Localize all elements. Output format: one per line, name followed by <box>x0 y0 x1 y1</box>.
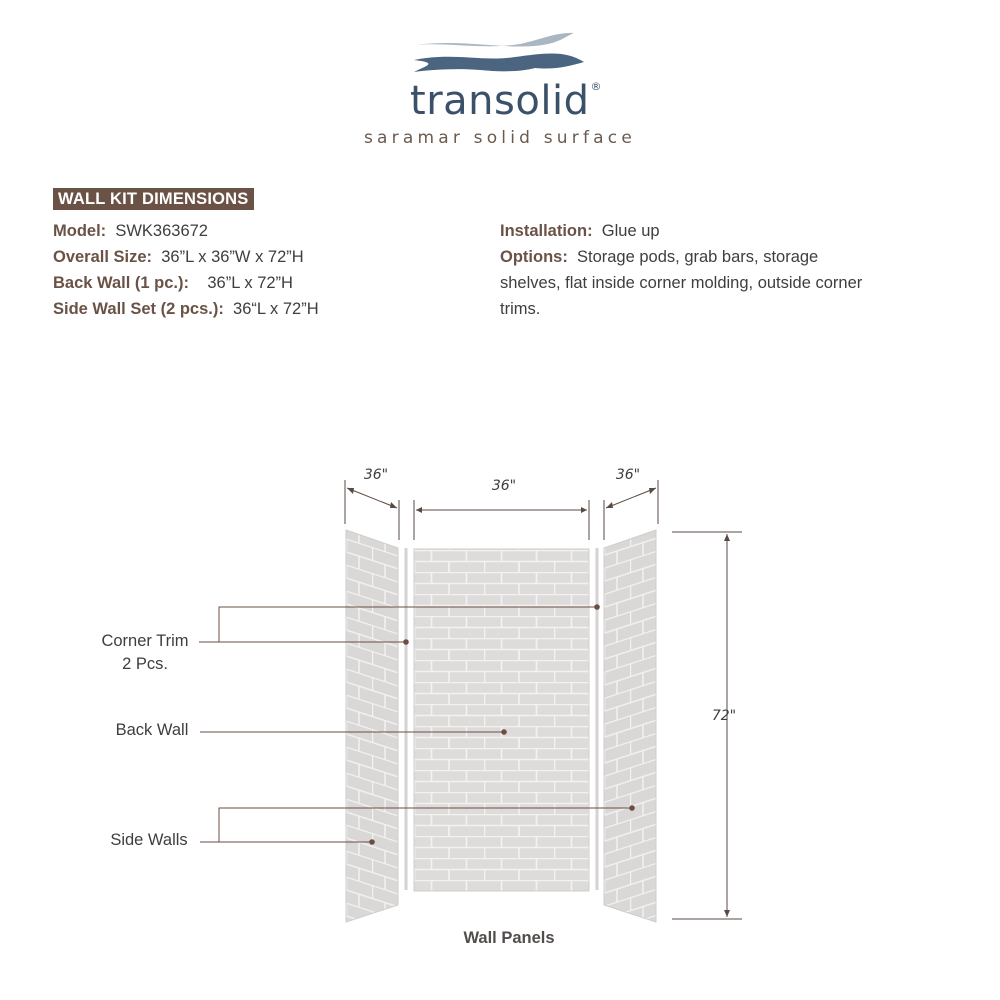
callout-corner-trim <box>88 632 202 674</box>
back-wall-panel <box>414 549 589 891</box>
logo-tagline: saramar solid surface <box>364 128 636 148</box>
spec-installation-value: Glue up <box>601 222 660 240</box>
dim-label-left: 36" <box>363 467 389 483</box>
callout-corner-trim-line1: Corner Trim <box>101 632 189 650</box>
spec-options-value: Storage pods, grab bars, storage shelves, flat inside corner molding, outside corner trims. <box>500 248 863 318</box>
callout-back-wall: Back Wall <box>115 721 189 739</box>
registered-mark: ® <box>590 80 602 93</box>
side-wall-left <box>346 530 398 922</box>
dim-label-right: 36" <box>615 467 641 483</box>
side-wall-right <box>604 530 656 922</box>
section-header: WALL KIT DIMENSIONS <box>53 188 254 210</box>
spec-model-label: Model: <box>53 222 107 240</box>
callout-corner-trim-line2: 2 Pcs. <box>122 655 168 673</box>
spec-back-label: Back Wall (1 pc.): <box>53 274 190 292</box>
spec-side-value: 36“L x 72”H <box>233 300 319 318</box>
spec-side-label: Side Wall Set (2 pcs.): <box>53 300 224 318</box>
dim-label-center: 36" <box>491 478 517 494</box>
diagram-caption: Wall Panels <box>463 929 555 947</box>
spec-model-value: SWK363672 <box>115 222 208 240</box>
dim-label-height: 72" <box>711 708 737 724</box>
spec-overall-value: 36”L x 36”W x 72”H <box>161 248 304 266</box>
spec-overall-label: Overall Size: <box>53 248 153 266</box>
spec-options-label: Options: <box>500 248 568 266</box>
spec-installation-label: Installation: <box>500 222 593 240</box>
logo-name: transolid <box>410 78 590 124</box>
callout-side-walls: Side Walls <box>110 831 188 849</box>
spec-back-value: 36”L x 72”H <box>207 274 293 292</box>
